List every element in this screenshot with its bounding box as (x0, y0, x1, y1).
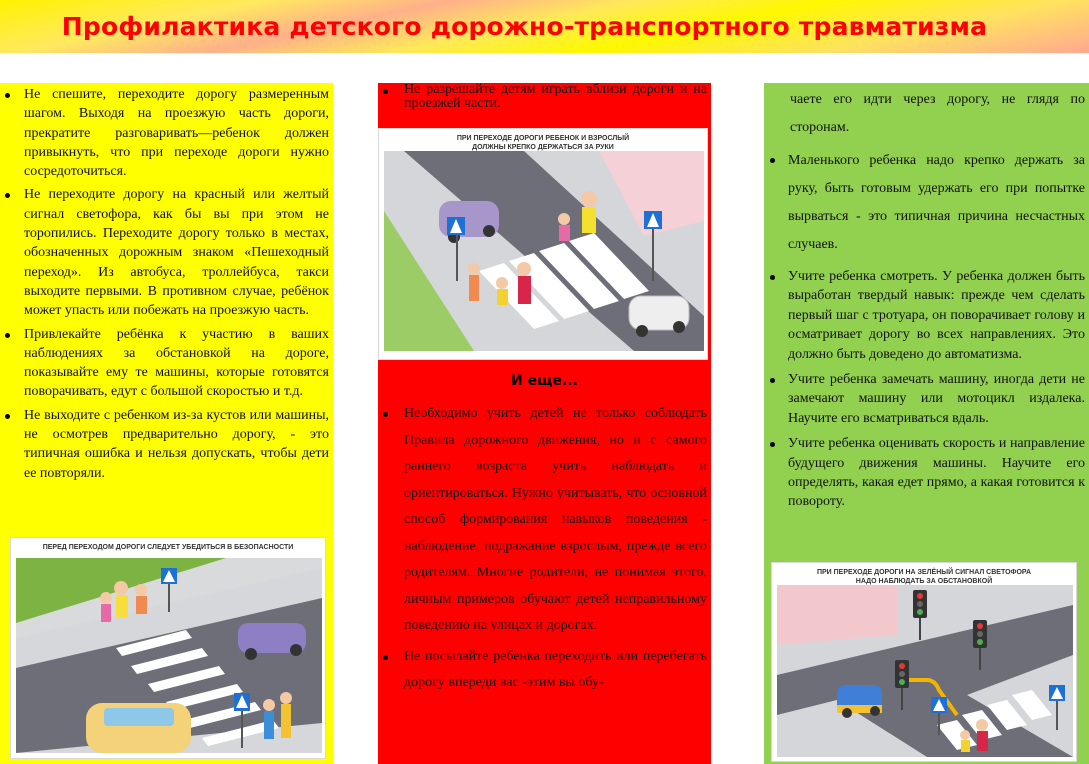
illustration-family-crossing (384, 151, 704, 351)
advice-list-red-more (378, 401, 711, 697)
poster-caption: ПЕРЕД ПЕРЕХОДОМ ДОРОГИ СЛЕДУЕТ УБЕДИТЬСЯ В БЕЗОПАСНОСТИ (42, 544, 294, 551)
advice-list-yellow (0, 83, 333, 483)
section-title-more: И еще... (510, 373, 578, 389)
poster-hold-hands (378, 128, 708, 360)
list-item: Не посылайте ребенка переходить или перебегать дорогу впереди вас -этим вы обу- (378, 644, 707, 697)
bullet-dot-icon (5, 193, 10, 198)
poster-check-safety (10, 537, 326, 759)
bullet-dot-icon (770, 442, 775, 447)
continued-text: чаете его идти через дорогу, не глядя по сторонам. (790, 92, 1085, 135)
bullet-dot-icon (5, 93, 10, 98)
bullet-dot-icon (383, 655, 388, 660)
building (777, 585, 897, 645)
list-item: Учите ребенка замечать машину, иногда дети не замечают машину или мотоцикл издалека. Научите его всматриваться вдаль. (764, 370, 1085, 428)
bullet-dot-icon (5, 333, 10, 338)
advice-list-red-top (378, 83, 711, 111)
list-item: Не спешите, переходите дорогу размеренным шагом. Выходя на проезжую часть дороги, прекратите разговаривать—ребенок должен привыкнуть, что при переходе дороги нужно сосредоточиться. (0, 85, 329, 181)
poster-caption: ПРИ ПЕРЕХОДЕ ДОРОГИ НА ЗЕЛЁНЫЙ СИГНАЛ СВЕТОФОРА НАДО НАБЛЮДАТЬ ЗА ОБСТАНОВКОЙ (816, 569, 1032, 585)
bullet-dot-icon (5, 414, 10, 419)
poster-caption: ПРИ ПЕРЕХОДЕ ДОРОГИ РЕБЕНОК И ВЗРОСЛЫЙ ДОЛЖНЫ КРЕПКО ДЕРЖАТЬСЯ ЗА РУКИ (456, 135, 630, 151)
list-item: Маленького ребенка надо крепко держать за руку, быть готовым удержать его при попытке вырваться - это типичная причина несчастных случаев. (764, 147, 1085, 259)
list-item: Не разрешайте детям играть вблизи дороги и на проезжей части. (378, 83, 707, 111)
list-item: Не переходите дорогу на красный или желтый сигнал светофора, как бы вы при этом не торопились. Переходите дорогу только в местах, обозначенных дорожным знаком «Пешеходный переход». Из автобуса, троллейбуса, такси выходите первыми. В противном случае, ребёнок может упасть или побежать на проезжую часть. (0, 185, 329, 320)
illustration-intersection (777, 585, 1073, 757)
bullet-dot-icon (770, 378, 775, 383)
illustration-crossing-scene (16, 558, 322, 753)
header-banner (0, 0, 1089, 53)
bullet-dot-icon (770, 158, 775, 163)
bullet-dot-icon (383, 412, 388, 417)
list-item: Учите ребенка смотреть. У ребенка должен быть выработан твердый навык: прежде чем сделать первый шаг с тротуара, он поворачивает голову и осматривает дорогу во всех направлениях. Это должно быть доведено до автоматизма. (764, 267, 1085, 364)
poster-green-light (771, 562, 1077, 762)
advice-list-green (764, 147, 1089, 512)
van-yellow (86, 703, 191, 753)
list-item: Необходимо учить детей не только соблюдать Правила дорожного движения, но и с самого раннего возраста учить наблюдать и ориентироваться. Нужно учитывать, что основной способ формирования навыков поведения - наблюдение, подражание взрослым, прежде всего родителям. Многие родители, не понимая этого, личным примеров обучают детей неправильному поведению на улицах и дорогах. (378, 401, 707, 640)
page-title: Профилактика детского дорожно-транспортного травматизма (61, 12, 988, 41)
list-item: Привлекайте ребёнка к участию в ваших наблюдениях за обстановкой на дороге, показывайте ему те машины, которые готовятся поворачивать, едут с большой скоростью и т.д. (0, 325, 329, 402)
bullet-dot-icon (383, 89, 388, 94)
list-item: Не выходите с ребенком из-за кустов или машины, не осмотрев предварительно дорогу, - это типичная ошибка и нельзя допускать, чтобы дети ее повторяли. (0, 406, 329, 483)
list-item: Учите ребенка оценивать скорость и направление будущего движения машины. Научите его определять, какая едет прямо, а какая готовится к повороту. (764, 434, 1085, 512)
bullet-dot-icon (770, 275, 775, 280)
